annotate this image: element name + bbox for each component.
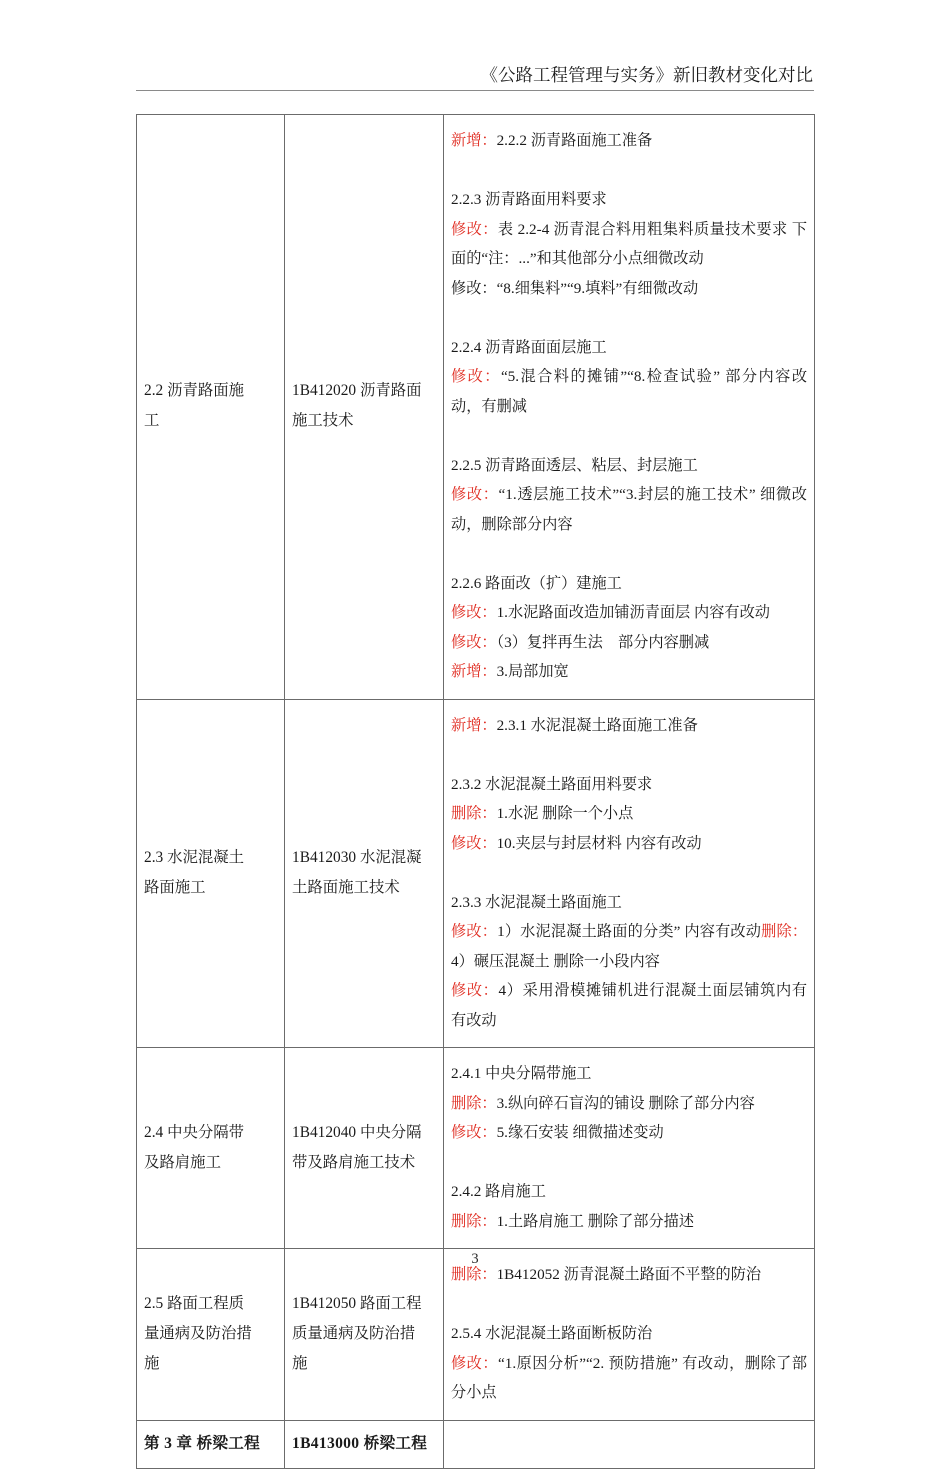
change-marker: 修改：	[451, 982, 499, 999]
change-marker: 修改：	[451, 633, 497, 651]
change-entry	[451, 451, 807, 481]
paragraph-gap	[451, 156, 807, 186]
code-title	[292, 1429, 436, 1459]
change-list	[451, 1437, 807, 1451]
section-cell	[137, 1249, 285, 1421]
paragraph-gap	[451, 539, 807, 569]
table-row	[137, 699, 815, 1048]
section-title-line: 工	[144, 412, 160, 430]
change-text: 1B412052 沥青混凝土路面不平整的防治	[496, 1266, 762, 1283]
code-title-line: 带及路肩施工技术	[292, 1153, 416, 1171]
change-entry	[451, 628, 807, 658]
change-text: 2.3.1 水泥混凝土路面施工准备	[496, 716, 698, 734]
change-marker: 修改：	[451, 486, 499, 503]
change-text: 10.夹层与封层材料 内容有改动	[496, 834, 702, 852]
change-text: 1.水泥路面改造加铺沥青面层 内容有改动	[496, 604, 770, 621]
change-marker: 新增：	[451, 716, 497, 734]
code-cell	[285, 1249, 444, 1421]
changes-cell	[444, 1420, 815, 1468]
section-title-line: 2.2 沥青路面施	[144, 382, 245, 400]
paragraph-gap	[451, 740, 807, 770]
change-entry	[451, 657, 807, 687]
change-list	[451, 1052, 807, 1243]
code-title-line: 土路面施工技术	[292, 878, 400, 896]
code-title	[292, 1289, 436, 1379]
page-number: 3	[471, 1251, 479, 1267]
change-text: 4）采用滑模摊铺机进行混凝土面层铺筑内有有改动	[451, 982, 808, 1029]
change-entry	[451, 1319, 807, 1349]
section-title-line: 路面施工	[144, 878, 206, 896]
change-entry	[451, 711, 807, 741]
section-cell	[137, 1048, 285, 1249]
paragraph-gap	[451, 303, 807, 333]
change-entry	[451, 1089, 807, 1119]
change-text: “5.混合料的摊铺”“8.检查试验” 部分内容改动，有删减	[451, 368, 808, 415]
section-title-line: 及路肩施工	[144, 1153, 221, 1171]
section-title	[144, 1118, 277, 1178]
change-marker: 修改：	[451, 279, 497, 297]
section-title	[144, 376, 277, 436]
change-marker: 修改：	[451, 834, 497, 852]
change-text: 3.局部加宽	[496, 663, 569, 680]
code-title	[292, 376, 436, 436]
code-title-line: 施	[292, 1354, 308, 1372]
change-entry	[451, 799, 807, 829]
change-entry	[451, 829, 807, 859]
running-header	[136, 62, 814, 91]
paragraph-gap	[451, 1148, 807, 1178]
change-marker: 删除：	[451, 1266, 497, 1283]
paragraph-gap	[451, 858, 807, 888]
paragraph-gap	[451, 421, 807, 451]
changes-cell	[444, 1048, 815, 1249]
section-cell	[137, 699, 285, 1048]
code-cell	[285, 115, 444, 700]
change-text: 1）水泥混凝土路面的分类” 内容有改动	[497, 923, 762, 940]
change-entry	[451, 888, 807, 918]
change-entry	[451, 1118, 807, 1148]
changes-cell	[444, 699, 815, 1048]
table-row	[137, 1249, 815, 1421]
code-cell	[285, 1420, 444, 1468]
section-title-line: 2.4 中央分隔带	[144, 1123, 245, 1141]
change-entry	[451, 770, 807, 800]
change-marker: 新增：	[451, 663, 497, 680]
change-entry	[451, 976, 807, 1035]
change-marker: 修改：	[451, 368, 501, 385]
change-entry	[451, 1177, 807, 1207]
change-text: 2.4.2 路肩施工	[451, 1183, 546, 1200]
change-text: 2.2.5 沥青路面透层、粘层、封层施工	[451, 456, 698, 474]
change-entry	[451, 126, 807, 156]
change-text-trailing: 4）碾压混凝土 删除一小段内容	[451, 952, 660, 970]
change-marker: 修改：	[451, 923, 498, 940]
change-entry	[451, 598, 807, 628]
change-marker: 新增：	[451, 132, 497, 149]
change-text: 2.4.1 中央分隔带施工	[451, 1065, 592, 1082]
change-list	[451, 1253, 807, 1415]
code-title-line: 1B412040 中央分隔	[292, 1123, 422, 1141]
code-title-line: 1B412050 路面工程	[292, 1294, 422, 1312]
change-text: （3）复拌再生法 部分内容删减	[496, 633, 710, 651]
section-cell	[137, 1420, 285, 1468]
paragraph-gap	[451, 1290, 807, 1320]
change-text: 2.2.6 路面改（扩）建施工	[451, 574, 622, 592]
change-marker-trailing: 删除：	[761, 923, 808, 940]
change-text: 1.土路肩施工 删除了部分描述	[496, 1212, 694, 1230]
change-text: 2.2.4 沥青路面面层施工	[451, 338, 607, 356]
change-text: 2.3.2 水泥混凝土路面用料要求	[451, 775, 653, 793]
change-text: “1.原因分析”“2. 预防措施” 有改动，删除了部分小点	[451, 1354, 808, 1401]
change-entry	[451, 480, 807, 539]
code-cell	[285, 1048, 444, 1249]
changes-cell	[444, 1249, 815, 1421]
table-row	[137, 115, 815, 700]
change-entry	[451, 215, 807, 274]
code-title-line: 1B412030 水泥混凝	[292, 848, 422, 866]
change-text: “1.透层施工技术”“3.封层的施工技术” 细微改动，删除部分内容	[451, 486, 807, 533]
code-title-line: 1B413000 桥梁工程	[292, 1434, 428, 1452]
section-title-line: 施	[144, 1354, 160, 1372]
change-text: 1.水泥 删除一个小点	[496, 805, 634, 822]
code-title	[292, 843, 436, 903]
section-title-line: 量通病及防治措	[144, 1324, 252, 1342]
table-row	[137, 1420, 815, 1468]
change-text: “8.细集料”“9.填料”有细微改动	[496, 279, 699, 297]
section-title-line: 2.3 水泥混凝土	[144, 848, 245, 866]
code-title-line: 施工技术	[292, 412, 354, 430]
code-cell	[285, 699, 444, 1048]
change-entry	[451, 1059, 807, 1089]
change-text: 2.2.2 沥青路面施工准备	[496, 132, 653, 149]
change-marker: 修改：	[451, 1354, 499, 1372]
change-text: 2.5.4 水泥混凝土路面断板防治	[451, 1325, 653, 1342]
change-marker: 修改：	[451, 220, 498, 238]
section-title-line: 2.5 路面工程质	[144, 1294, 245, 1312]
header-title: 《公路工程管理与实务》新旧教材变化对比	[480, 65, 813, 85]
change-text: 3.纵向碎石盲沟的铺设 删除了部分内容	[496, 1094, 755, 1112]
code-title	[292, 1118, 436, 1178]
change-text: 5.缘石安装 细微描述变动	[496, 1124, 664, 1141]
changes-cell	[444, 115, 815, 700]
section-title	[144, 843, 277, 903]
change-entry	[451, 333, 807, 363]
change-text: 2.2.3 沥青路面用料要求	[451, 191, 607, 208]
change-text: 2.3.3 水泥混凝土路面施工	[451, 893, 622, 911]
table-row	[137, 1048, 815, 1249]
section-title-line: 第 3 章 桥梁工程	[144, 1434, 261, 1452]
code-title-line: 1B412020 沥青路面	[292, 382, 422, 400]
change-list	[451, 704, 807, 1043]
change-marker: 删除：	[451, 805, 497, 822]
change-marker: 删除：	[451, 1094, 497, 1112]
section-cell	[137, 115, 285, 700]
change-entry	[451, 274, 807, 304]
change-entry	[451, 569, 807, 599]
change-text: 表 2.2-4 沥青混合料用粗集料质量技术要求 下面的“注：...”和其他部分小点细微改动	[451, 220, 808, 267]
change-entry	[451, 917, 807, 976]
change-marker: 修改：	[451, 1124, 497, 1141]
change-entry	[451, 185, 807, 215]
change-entry	[451, 1207, 807, 1237]
section-title	[144, 1429, 277, 1459]
header-rule	[136, 90, 814, 91]
code-title-line: 质量通病及防治措	[292, 1324, 416, 1342]
change-marker: 删除：	[451, 1212, 497, 1230]
change-entry	[451, 362, 807, 421]
section-title	[144, 1289, 277, 1379]
change-entry	[451, 1349, 807, 1408]
change-list	[451, 119, 807, 694]
change-marker: 修改：	[451, 604, 497, 621]
